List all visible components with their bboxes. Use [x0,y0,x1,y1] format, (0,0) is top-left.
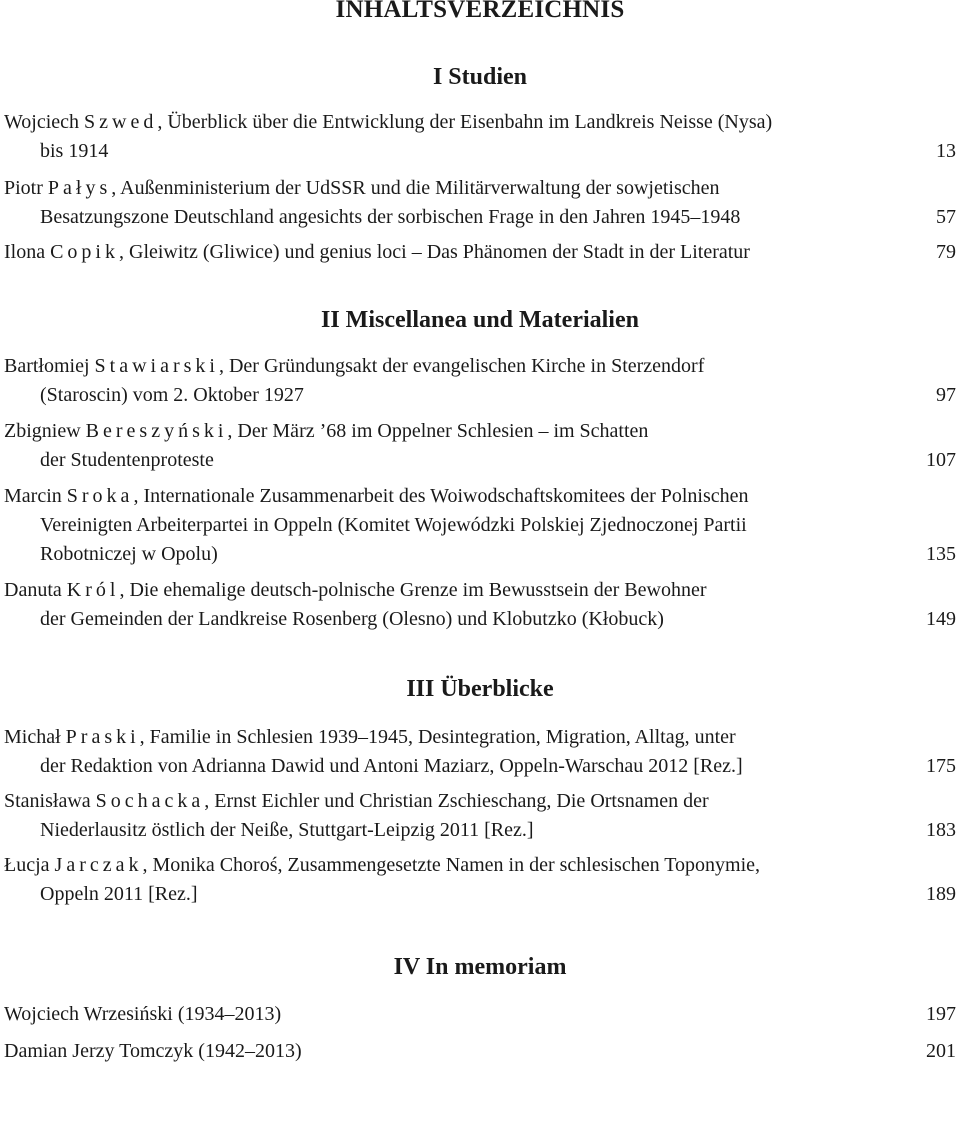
toc-entry [4,174,956,232]
toc-entry [4,108,956,166]
author-first-name: Marcin [4,485,62,507]
author-first-name: Wojciech [4,111,80,133]
author-first-name: Ilona [4,241,46,263]
entry-title: , Der Gründungsakt der evangelischen Kirche in Sterzendorf [218,355,705,377]
toc-entry [4,723,956,781]
toc-entry [4,1000,956,1029]
toc-entry [4,238,956,267]
section-heading: II Miscellanea und Materialien [321,307,639,333]
entry-continuation: Besatzungszone Deutschland angesichts der sorbischen Frage in den Jahren 1945–1948 [40,206,741,228]
author-surname: Bereszyński [85,420,228,442]
page-number: 97 [936,384,956,406]
entry-title: , Ernst Eichler und Christian Zschieschang, Die Ortsnamen der [204,790,709,812]
author-surname: Sochacka [95,790,205,812]
entry-continuation: Robotniczej w Opolu) [40,543,218,565]
entry-title: , Monika Choroś, Zusammengesetzte Namen in der schlesischen Toponymie, [142,854,761,876]
page-number: 107 [926,449,956,471]
page-number: 149 [926,608,956,630]
page-number: 57 [936,206,956,228]
author-surname: Copik [50,241,119,263]
author-first-name: Michał [4,726,61,748]
entry-continuation: (Staroscin) vom 2. Oktober 1927 [40,384,304,406]
entry-title: , Familie in Schlesien 1939–1945, Desintegration, Migration, Alltag, unter [139,726,736,748]
entry-continuation: Oppeln 2011 [Rez.] [40,883,198,905]
entry-continuation: bis 1914 [40,140,109,162]
page-number: 175 [926,755,956,777]
entry-title: , Überblick über die Entwicklung der Eisenbahn im Landkreis Neisse (Nysa) [157,111,773,133]
toc-entry [4,482,956,569]
author-surname: Pałys [47,177,112,199]
entry-continuation: Niederlausitz östlich der Neiße, Stuttgart-Leipzig 2011 [Rez.] [40,819,534,841]
entry-line [4,174,956,203]
entry-title: , Internationale Zusammenarbeit des Woiwodschaftskomitees der Polnischen [133,485,749,507]
entry-line [4,238,956,267]
entry-title: , Außenministerium der UdSSR und die Militärverwaltung der sowjetischen [111,177,720,199]
section-heading: I Studien [432,64,528,90]
entry-line [4,1037,956,1066]
entry-title: , Der März ’68 im Oppelner Schlesien – im Schatten [227,420,649,442]
page-number: 79 [936,241,956,263]
page-number: 189 [926,883,956,905]
author-surname: Sroka [66,485,134,507]
entry-line [4,851,956,880]
page-number: 183 [926,819,956,841]
toc-entry [4,787,956,845]
author-first-name: Stanisława [4,790,91,812]
entry-line [4,576,956,605]
page-number: 201 [926,1040,956,1062]
author-surname: Praski [65,726,140,748]
section-heading: III Überblicke [406,676,554,702]
author-surname: Jarczak [54,854,143,876]
author-surname: Stawiarski [94,355,219,377]
entry-line [4,787,956,816]
entry-line [4,108,956,137]
entry-title: , Die ehemalige deutsch-polnische Grenze im Bewusstsein der Bewohner [119,579,707,601]
page-number: 13 [936,140,956,162]
author-surname: Król [66,579,120,601]
section-heading: IV In memoriam [393,954,567,980]
page-title: INHALTSVERZEICHNIS [335,0,625,23]
toc-entry [4,417,956,475]
entry-continuation: der Redaktion von Adrianna Dawid und Antoni Maziarz, Oppeln-Warschau 2012 [Rez.] [40,755,743,777]
entry-continuation: der Studentenproteste [40,449,214,471]
entry-line [4,352,956,381]
entry-line [4,723,956,752]
entry-title: Damian Jerzy Tomczyk (1942–2013) [4,1040,302,1062]
entry-continuation: Vereinigten Arbeiterpartei in Oppeln (Komitet Wojewódzki Polskiej Zjednoczonej Partii [40,514,747,536]
author-first-name: Bartłomiej [4,355,90,377]
toc-entry [4,851,956,909]
toc-entry [4,352,956,410]
entry-line [4,1000,956,1029]
page-number: 197 [926,1003,956,1025]
page-number: 135 [926,543,956,565]
entry-continuation: der Gemeinden der Landkreise Rosenberg (Olesno) und Klobutzko (Kłobuck) [40,608,664,630]
author-surname: Szwed [84,111,158,133]
entry-title: Wojciech Wrzesiński (1934–2013) [4,1003,282,1025]
table-of-contents [4,0,956,1066]
toc-entry [4,1037,956,1066]
author-first-name: Danuta [4,579,62,601]
author-first-name: Piotr [4,177,43,199]
entry-line [4,417,956,446]
entry-title: , Gleiwitz (Gliwice) und genius loci – Das Phänomen der Stadt in der Literatur [119,241,750,263]
toc-entry [4,576,956,634]
entry-line [4,482,956,511]
author-first-name: Zbigniew [4,420,81,442]
author-first-name: Łucja [4,854,50,876]
